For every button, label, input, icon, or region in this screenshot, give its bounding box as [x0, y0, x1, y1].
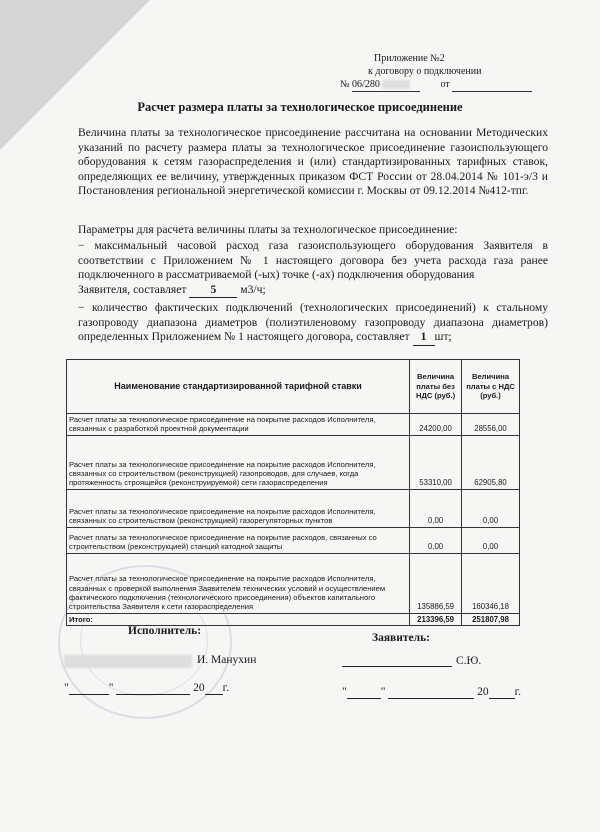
- month-blank: [388, 686, 474, 699]
- row-name: Расчет платы за технологическое присоединение на покрытие расходов Исполнителя, связанных со строительством (реконструкцией) газорегуляторных пунктов: [67, 489, 410, 527]
- gas-consumption-value: 5: [189, 283, 237, 299]
- intro-paragraph: Величина платы за технологическое присоединение рассчитана на основании Методических указаний по расчету размера платы за технологическое присоединение газоиспользующего оборудования к сетям газораспределения и (или) стандартизированных тарифных ставок, определяющих ее величину, утвержденных приказом ФСТ России от 28.04.2014 № 101-э/3 и Постановления региональной энергетической комиссии г. Москвы от 09.12.2014 №412-тпг.: [78, 126, 548, 197]
- year-suffix: г.: [514, 686, 521, 698]
- year-suffix: г.: [222, 682, 229, 694]
- applicant-date-line: [342, 686, 521, 699]
- year-blank: [205, 682, 223, 695]
- row-name: Расчет платы за технологическое присоединение на покрытие расходов Исполнителя, связанных с разработкой проектной документации: [67, 414, 410, 436]
- row-name: Расчет платы за технологическое присоединение на покрытие расходов Исполнителя, связанных со строительством (реконструкцией) газопроводов, для случаев, когда протяженность строящейся (реконструируемой) сети газораспределения: [67, 435, 410, 489]
- table-row: [67, 489, 520, 527]
- param-connections-count: [78, 301, 548, 346]
- applicant-signature-line: [342, 666, 452, 667]
- row-with-vat: 0,00: [462, 527, 520, 553]
- quote-close: ": [380, 686, 386, 698]
- applicant-name: С.Ю.: [456, 655, 482, 667]
- quote-close: ": [108, 682, 114, 694]
- table-row: [67, 414, 520, 436]
- header-with-vat: Величина платы с НДС (руб.): [462, 360, 520, 414]
- contract-number: 06/280: [352, 78, 420, 92]
- params-heading: Параметры для расчета величины платы за технологическое присоединение:: [78, 223, 458, 236]
- executor-date-line: [64, 682, 229, 695]
- date-prefix: от: [440, 79, 450, 90]
- header-rate-name: Наименование стандартизированной тарифной ставки: [67, 360, 410, 414]
- param1-unit: м3/ч;: [240, 282, 266, 296]
- appendix-contract-ref: к договору о подключении: [368, 66, 482, 77]
- applicant-label: Заявитель:: [372, 632, 430, 644]
- param1-lead: Заявителя, составляет: [78, 282, 187, 296]
- row-with-vat: 160346,18: [462, 553, 520, 613]
- row-without-vat: 53310,00: [410, 435, 462, 489]
- total-label: Итого:: [67, 613, 410, 625]
- table-header-row: [67, 360, 520, 414]
- quote-open: ": [342, 686, 347, 698]
- row-without-vat: 0,00: [410, 527, 462, 553]
- year-blank: [489, 686, 515, 699]
- appendix-header: [340, 52, 532, 92]
- total-without-vat: 213396,59: [410, 613, 462, 625]
- table-row: [67, 435, 520, 489]
- row-name: Расчет платы за технологическое присоединение на покрытие расходов Исполнителя, связанных с проверкой выполнения Заявителем технических условий и осуществлением фактического подключения (технологического присоединения) объектов капитального строительства Заявителя к сети газораспределения: [67, 553, 410, 613]
- param1-text: − максимальный часовой расход газа газоиспользующего оборудования Заявителя в соответствии с Приложением № 1 настоящего договора без учета расхода газа ранее подключенного в рассматриваемой (-ых) точке (-ах) подключения оборудования: [78, 239, 548, 281]
- row-name: Расчет платы за технологическое присоединение на покрытие расходов, связанных со строительством (реконструкцией) станций катодной защиты: [67, 527, 410, 553]
- document-title: Расчет размера платы за технологическое присоединение: [137, 100, 463, 114]
- executor-name: И. Манухин: [197, 654, 257, 666]
- row-with-vat: 28556,00: [462, 414, 520, 436]
- appendix-label: Приложение №2: [374, 53, 445, 64]
- connections-value: 1: [413, 330, 435, 346]
- appendix-number-line: [340, 78, 532, 92]
- row-without-vat: 24200,00: [410, 414, 462, 436]
- year-prefix: 20: [193, 682, 205, 694]
- quote-open: ": [64, 682, 69, 694]
- stamp-inner: [80, 586, 208, 696]
- year-prefix: 20: [477, 686, 489, 698]
- table-row: [67, 527, 520, 553]
- number-prefix: №: [340, 79, 350, 90]
- executor-label: Исполнитель:: [128, 625, 202, 637]
- row-with-vat: 0,00: [462, 489, 520, 527]
- param2-text: − количество фактических подключений (технологических присоединений) к стальному газопроводу диапазона диаметров (полиэтиленовому газопроводу диапазона диаметров) определенных Приложением № 1 настоящего договора, составляет: [78, 301, 548, 343]
- total-with-vat: 251807,98: [462, 613, 520, 625]
- param-gas-consumption: [78, 239, 548, 298]
- day-blank: [69, 682, 109, 695]
- day-blank: [347, 686, 381, 699]
- redacted-executor-signature: [64, 655, 192, 668]
- row-with-vat: 62905,80: [462, 435, 520, 489]
- month-blank: [116, 682, 190, 695]
- param2-unit: шт;: [434, 330, 452, 343]
- row-without-vat: 135886,59: [410, 553, 462, 613]
- header-without-vat: Величина платы без НДС (руб.): [410, 360, 462, 414]
- row-without-vat: 0,00: [410, 489, 462, 527]
- contract-date: [452, 78, 532, 92]
